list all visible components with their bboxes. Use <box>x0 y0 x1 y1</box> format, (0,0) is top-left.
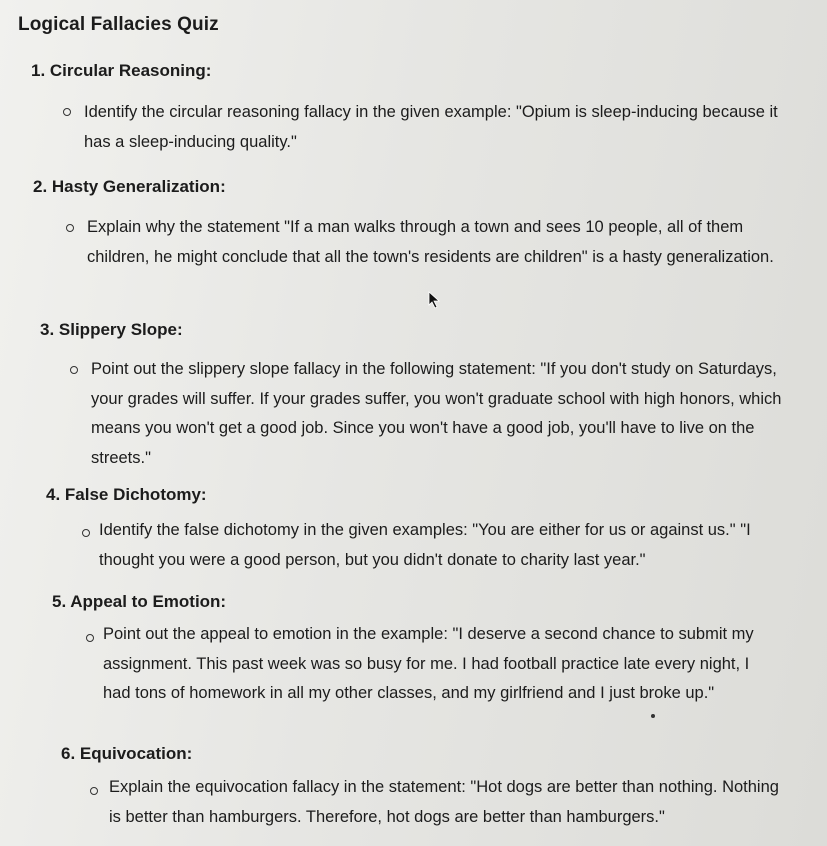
question-heading: 1. Circular Reasoning: <box>31 61 212 80</box>
question-heading: 5. Appeal to Emotion: <box>52 592 227 611</box>
question-prompt: Point out the appeal to emotion in the example: "I deserve a second chance to submit my assignment. This past week was so busy for me. I had football practice late every night, I had tons of homework in all my other classes, and my girlfriend and I just broke up." <box>103 625 754 702</box>
page-title: Logical Fallacies Quiz <box>18 14 219 35</box>
question-prompt: Explain the equivocation fallacy in the statement: "Hot dogs are better than nothing. Nothing is better than hamburgers. Therefore, hot dogs are better than hamburgers." <box>109 778 779 826</box>
bullet-icon <box>70 366 78 374</box>
dot-mark <box>651 714 655 718</box>
bullet-icon <box>90 787 98 795</box>
question-heading: 3. Slippery Slope: <box>40 320 183 339</box>
bullet-icon <box>66 224 74 232</box>
bullet-icon <box>86 634 94 642</box>
question-heading: 2. Hasty Generalization: <box>33 177 226 196</box>
bullet-icon <box>63 108 71 116</box>
question-prompt: Identify the circular reasoning fallacy in the given example: "Opium is sleep-inducing because it has a sleep-inducing quality." <box>84 103 778 151</box>
question-prompt: Point out the slippery slope fallacy in the following statement: "If you don't study on Saturdays, your grades will suffer. If your grades suffer, you won't graduate school with high honors, which means you won't get a good job. Since you won't have a good job, you'll have to live on the streets." <box>91 360 782 467</box>
question-heading: 4. False Dichotomy: <box>46 485 207 504</box>
bullet-icon <box>82 529 90 537</box>
question-prompt: Identify the false dichotomy in the given examples: "You are either for us or against us." "I thought you were a good person, but you didn't donate to charity last year." <box>99 521 751 569</box>
mouse-cursor-icon <box>428 291 442 309</box>
question-prompt: Explain why the statement "If a man walks through a town and sees 10 people, all of them children, he might conclude that all the town's residents are children" is a hasty generalization. <box>87 218 774 266</box>
question-heading: 6. Equivocation: <box>61 744 193 763</box>
